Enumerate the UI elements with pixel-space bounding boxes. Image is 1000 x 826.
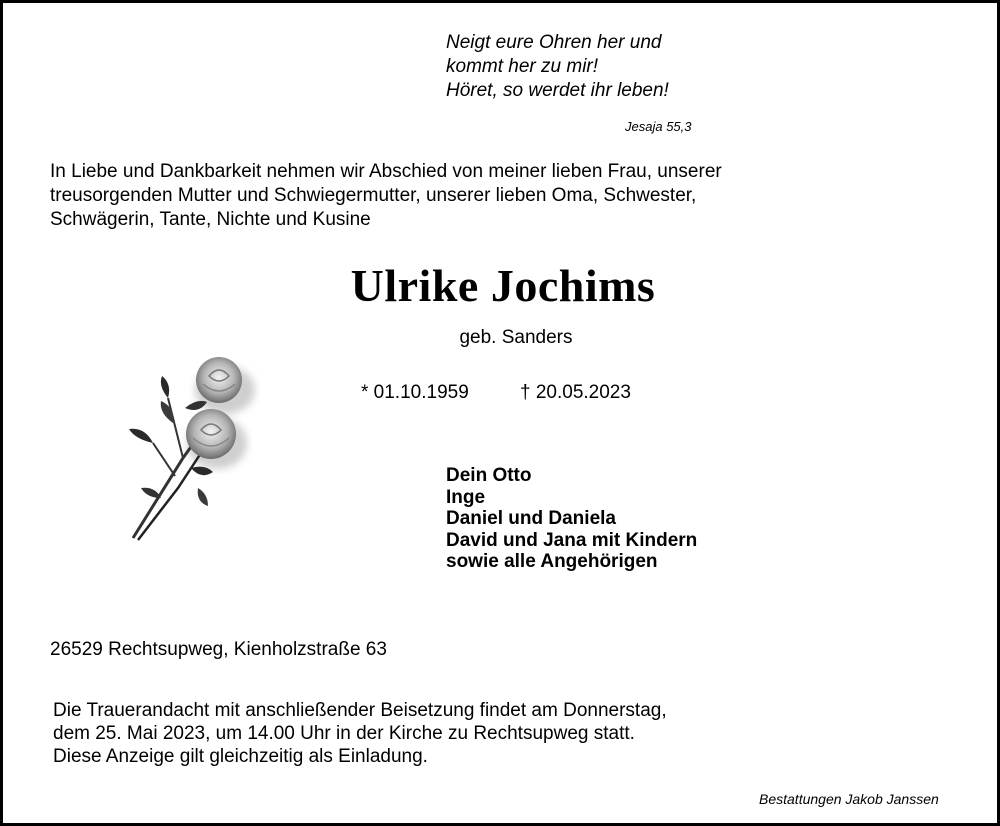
family-member: sowie alle Angehörigen: [446, 551, 658, 572]
roses-icon: [113, 348, 273, 548]
verse-line: Neigt eure Ohren her und: [446, 32, 662, 53]
birth-date: * 01.10.1959: [361, 382, 469, 403]
death-date: † 20.05.2023: [520, 382, 631, 403]
family-member: Inge: [446, 486, 486, 508]
undertaker-name: Bestattungen Jakob Janssen: [759, 791, 939, 807]
intro-line: treusorgenden Mutter und Schwiegermutter, unserer lieben Oma, Schwester,: [50, 185, 697, 206]
service-line: dem 25. Mai 2023, um 14.00 Uhr in der Kirche zu Rechtsupweg statt.: [53, 723, 635, 744]
family-member: Daniel und Daniela: [446, 508, 616, 529]
family-signatures: [446, 465, 697, 573]
verse-line: Höret, so werdet ihr leben!: [446, 80, 669, 101]
bible-verse: [446, 31, 669, 103]
verse-reference: Jesaja 55,3: [625, 119, 692, 134]
intro-text: [50, 160, 850, 232]
funeral-service-info: [53, 699, 667, 768]
family-member: Dein Otto: [446, 465, 532, 486]
service-line: Diese Anzeige gilt gleichzeitig als Einladung.: [53, 746, 428, 767]
deceased-name: Ulrike Jochims: [350, 260, 656, 311]
family-member: David und Jana mit Kindern: [446, 529, 698, 551]
maiden-name: geb. Sanders: [459, 327, 573, 348]
intro-line: In Liebe und Dankbarkeit nehmen wir Abschied von meiner lieben Frau, unserer: [50, 161, 722, 182]
intro-line: Schwägerin, Tante, Nichte und Kusine: [50, 209, 371, 230]
family-address: 26529 Rechtsupweg, Kienholzstraße 63: [50, 639, 387, 660]
service-line: Die Trauerandacht mit anschließender Beisetzung findet am Donnerstag,: [53, 700, 667, 721]
verse-line: kommt her zu mir!: [446, 56, 599, 77]
